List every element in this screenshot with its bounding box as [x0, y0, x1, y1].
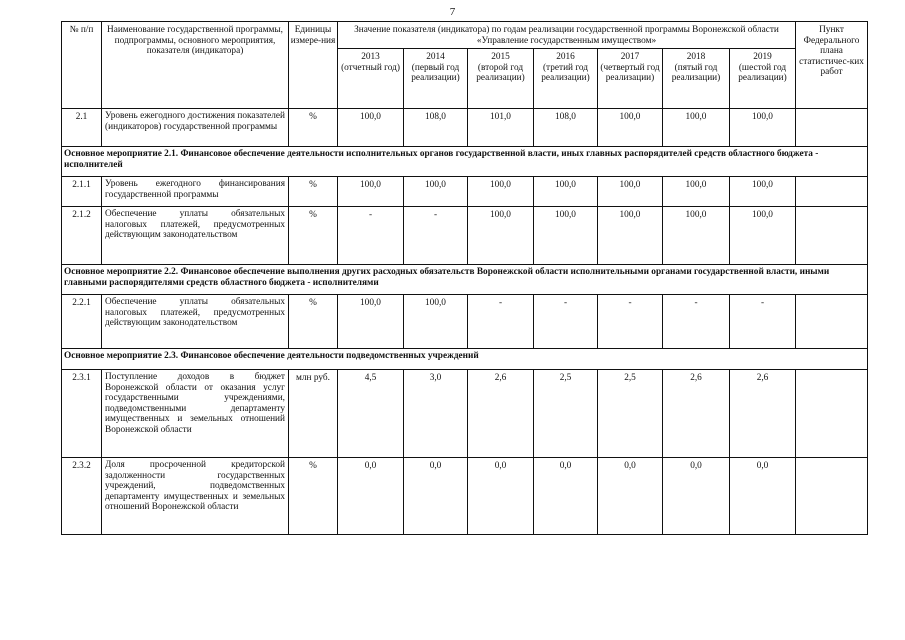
section-heading: Основное мероприятие 2.2. Финансовое обеспечение выполнения других расходных обязательств Воронежской области исполнительными органами государственной власти, иными главными распорядителями средств областного бюджета - исполнителями	[62, 265, 868, 295]
row-value: 100,0	[598, 207, 663, 265]
row-value: 108,0	[404, 109, 468, 147]
row-federal-plan	[796, 207, 868, 265]
row-num: 2.3.2	[62, 458, 102, 535]
row-value: 2,6	[468, 370, 534, 458]
row-value: 0,0	[598, 458, 663, 535]
row-federal-plan	[796, 295, 868, 349]
header-year-2018: 2018 (пятый год реализации)	[663, 49, 730, 109]
row-value: 2,5	[534, 370, 598, 458]
row-name: Обеспечение уплаты обязательных налоговых платежей, предусмотренных действующим законодательством	[102, 207, 289, 265]
row-unit: %	[289, 177, 338, 207]
row-value: 0,0	[468, 458, 534, 535]
row-value: 0,0	[663, 458, 730, 535]
header-values-title: Значение показателя (индикатора) по годам реализации государственной программы Воронежской области «Управление государственным имуществом»	[338, 22, 796, 49]
row-value: 0,0	[534, 458, 598, 535]
row-name: Уровень ежегодного финансирования государственной программы	[102, 177, 289, 207]
header-name: Наименование государственной программы, подпрограммы, основного мероприятия, показателя (индикатора)	[102, 22, 289, 109]
row-value: 100,0	[663, 109, 730, 147]
row-value: 100,0	[338, 109, 404, 147]
table-row	[62, 370, 868, 458]
row-value: 100,0	[730, 207, 796, 265]
row-value: -	[598, 295, 663, 349]
row-name: Поступление доходов в бюджет Воронежской области от оказания услуг государственными учреждениями, подведомственными департаменту имущественных и земельных отношений Воронежской области	[102, 370, 289, 458]
table-row	[62, 207, 868, 265]
row-value: -	[338, 207, 404, 265]
header-year-2015: 2015 (второй год реализации)	[468, 49, 534, 109]
row-federal-plan	[796, 370, 868, 458]
header-num: № п/п	[62, 22, 102, 109]
row-value: 3,0	[404, 370, 468, 458]
row-value: 100,0	[730, 177, 796, 207]
table-row	[62, 458, 868, 535]
header-year-2016: 2016 (третий год реализации)	[534, 49, 598, 109]
row-value: 100,0	[598, 177, 663, 207]
row-value: 0,0	[338, 458, 404, 535]
row-value: 4,5	[338, 370, 404, 458]
row-value: 2,6	[730, 370, 796, 458]
indicators-table	[61, 21, 868, 535]
header-units: Единицы измере-ния	[289, 22, 338, 109]
row-unit: %	[289, 295, 338, 349]
row-num: 2.1	[62, 109, 102, 147]
row-value: 100,0	[534, 177, 598, 207]
section-heading: Основное мероприятие 2.1. Финансовое обеспечение деятельности исполнительных органов государственной власти, иных главных распорядителей средств областного бюджета - исполнителей	[62, 147, 868, 177]
row-num: 2.1.2	[62, 207, 102, 265]
row-value: -	[730, 295, 796, 349]
row-value: 108,0	[534, 109, 598, 147]
row-federal-plan	[796, 177, 868, 207]
row-federal-plan	[796, 458, 868, 535]
row-name: Доля просроченной кредиторской задолженности государственных учреждений, подведомственных департаменту имущественных и земельных отношений Воронежской области	[102, 458, 289, 535]
row-value: 100,0	[663, 177, 730, 207]
row-value: 101,0	[468, 109, 534, 147]
row-unit: %	[289, 207, 338, 265]
table-row	[62, 295, 868, 349]
row-value: -	[534, 295, 598, 349]
header-year-2013: 2013 (отчетный год)	[338, 49, 404, 109]
page-number: 7	[449, 6, 456, 18]
row-value: 100,0	[468, 207, 534, 265]
row-value: 0,0	[730, 458, 796, 535]
row-num: 2.1.1	[62, 177, 102, 207]
row-value: 100,0	[404, 177, 468, 207]
row-value: -	[663, 295, 730, 349]
row-value: 100,0	[338, 295, 404, 349]
row-value: 0,0	[404, 458, 468, 535]
header-year-2019: 2019 (шестой год реализации)	[730, 49, 796, 109]
section-heading: Основное мероприятие 2.3. Финансовое обеспечение деятельности подведомственных учреждений	[62, 349, 868, 370]
table-row	[62, 177, 868, 207]
row-name: Обеспечение уплаты обязательных налоговых платежей, предусмотренных действующим законодательством	[102, 295, 289, 349]
row-federal-plan	[796, 109, 868, 147]
row-value: 2,6	[663, 370, 730, 458]
row-unit: млн руб.	[289, 370, 338, 458]
header-year-2014: 2014 (первый год реализации)	[404, 49, 468, 109]
table-row	[62, 109, 868, 147]
row-unit: %	[289, 458, 338, 535]
row-value: 100,0	[730, 109, 796, 147]
row-value: 100,0	[598, 109, 663, 147]
row-value: 100,0	[534, 207, 598, 265]
header-year-2017: 2017 (четвертый год реализации)	[598, 49, 663, 109]
row-value: 100,0	[468, 177, 534, 207]
header-federal-plan: Пункт Федерального плана статистичес-ких работ	[796, 22, 868, 109]
row-num: 2.3.1	[62, 370, 102, 458]
row-unit: %	[289, 109, 338, 147]
row-value: 2,5	[598, 370, 663, 458]
row-value: -	[404, 207, 468, 265]
row-value: -	[468, 295, 534, 349]
row-num: 2.2.1	[62, 295, 102, 349]
row-value: 100,0	[338, 177, 404, 207]
row-name: Уровень ежегодного достижения показателей (индикаторов) государственной программы	[102, 109, 289, 147]
row-value: 100,0	[404, 295, 468, 349]
row-value: 100,0	[663, 207, 730, 265]
